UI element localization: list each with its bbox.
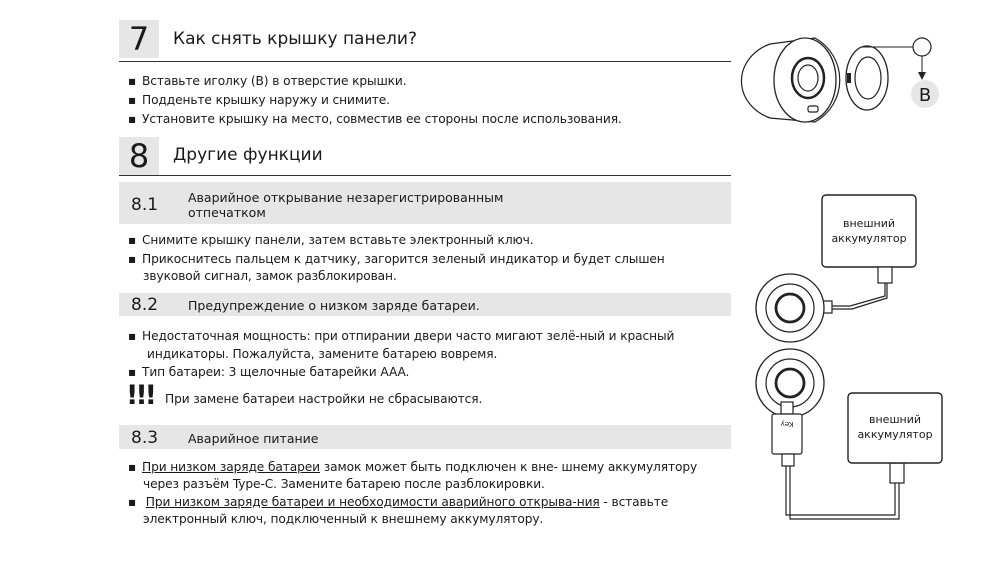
- list-item: ▪ Установите крышку на место, совместив ее стороны после использования.: [128, 112, 622, 126]
- section-7-title: Как снять крышку панели?: [173, 29, 417, 49]
- warning-icon: !!!: [126, 380, 154, 411]
- section-8-title: Другие функции: [173, 145, 323, 165]
- list-item: ▪ Снимите крышку панели, затем вставьте электронный ключ.: [128, 233, 534, 247]
- section-8-rule: [119, 175, 731, 176]
- list-item-continuation: звуковой сигнал, замок разблокирован.: [143, 269, 397, 283]
- list-item-continuation: электронный ключ, подключенный к внешнему аккумулятору.: [143, 512, 544, 526]
- section-8-1-number: 8.1: [131, 195, 159, 215]
- panel-cover-illustration: [741, 38, 939, 122]
- list-item-continuation: индикаторы. Пожалуйста, замените батарею вовремя.: [147, 347, 498, 361]
- section-7-rule: [119, 61, 731, 62]
- section-8-number: 8: [119, 137, 159, 175]
- list-item: ▪ При низком заряде батареи и необходимости аварийного открыва-ния - вставьте: [128, 495, 669, 509]
- list-item: ▪ Недостаточная мощность: при отпирании двери часто мигают зелё-ный и красный: [128, 329, 675, 343]
- battery-label-2-line2: аккумулятор: [857, 428, 933, 441]
- section-8-1-title: Аварийное открывание незарегистрированным отпечатком: [188, 190, 504, 220]
- warning-text: При замене батареи настройки не сбрасываются.: [165, 392, 483, 406]
- list-item-continuation: через разъём Type-C. Замените батарею после разблокировки.: [143, 477, 545, 491]
- section-8-2-number: 8.2: [131, 295, 159, 315]
- battery-label-1-line2: аккумулятор: [831, 232, 907, 245]
- section-8-3-title: Аварийное питание: [188, 431, 319, 446]
- section-7-number: 7: [119, 20, 159, 58]
- illustrations: [735, 0, 1000, 568]
- list-item: ▪ Подденьте крышку наружу и снимите.: [128, 93, 390, 107]
- section-8-2-title: Предупреждение о низком заряде батареи.: [188, 298, 480, 313]
- list-item: ▪ Прикоснитесь пальцем к датчику, загорится зеленый индикатор и будет слышен: [128, 252, 665, 266]
- list-item: ▪ Вставьте иголку (B) в отверстие крышки.: [128, 74, 407, 88]
- list-item: ▪ Тип батареи: 3 щелочные батарейки AAA.: [128, 365, 410, 379]
- pin-label: B: [918, 85, 932, 106]
- section-8-3-number: 8.3: [131, 428, 159, 448]
- list-item: ▪ При низком заряде батареи замок может быть подключен к вне- шнему аккумулятору: [128, 460, 698, 474]
- battery-label-2-line1: внешний: [869, 413, 921, 426]
- key-label: Key: [780, 420, 794, 428]
- battery-label-1-line1: внешний: [843, 217, 895, 230]
